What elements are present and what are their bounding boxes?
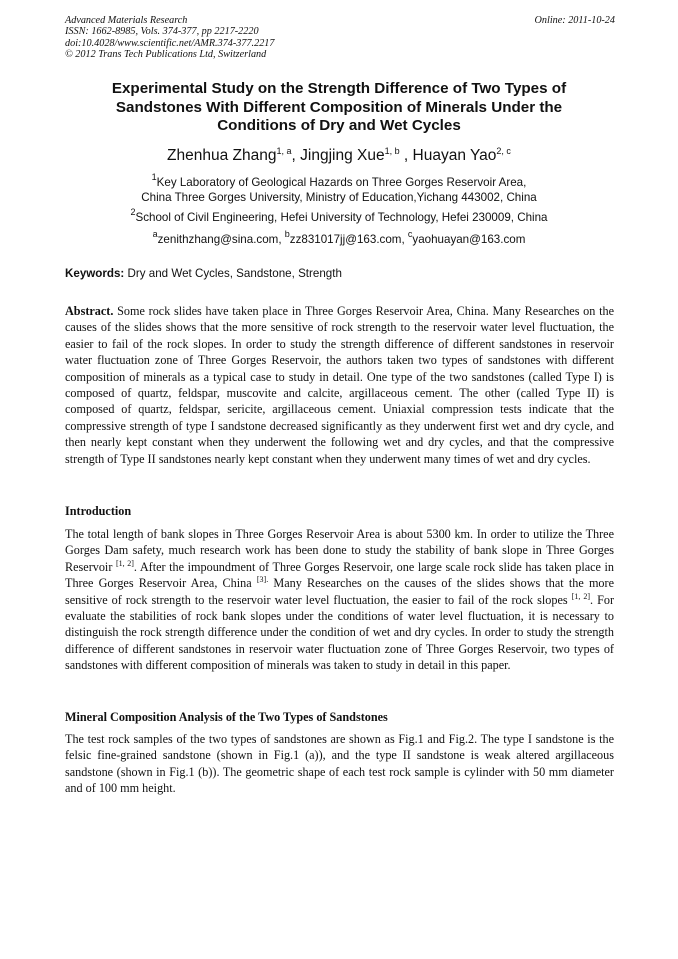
affiliation-mark: 1	[151, 172, 157, 182]
affiliation-line: China Three Gorges University, Ministry of Education,Yichang 443002, China	[141, 191, 537, 204]
doi-line: doi:10.4028/www.scientific.net/AMR.374-377.2217	[65, 37, 275, 49]
title-line: Sandstones With Different Composition of Minerals Under the	[115, 98, 563, 116]
affiliation-1	[40, 172, 638, 205]
author-name: Huayan Yao	[412, 147, 497, 164]
keywords-text: Dry and Wet Cycles, Sandstone, Strength	[127, 267, 342, 280]
mineral-body: The test rock samples of the two types of sandstones are shown as Fig.1 and Fig.2. The type I sandstone is the felsic fine-grained sandstone (shown in Fig.1 (a)), and the type II sandstone is weak altered argillaceous sandstone (shown in Fig.1 (b)). The geometric shape of each test rock sample is cylinder with 50 mm diameter and of 100 mm height.	[65, 732, 614, 796]
intro-text: . After the impoundment of Three Gorges Reservoir, one large scale rock slide has taken place in Three Gorges Reservoir Area, China	[65, 559, 615, 591]
intro-text: . For evaluate the stabilities of rock bank slopes under the conditions of water level fluctuation, it is necessary to distinguish the rock strength difference under the condition of wet and dry cycles. In order to study the strength difference of different sandstones in reservoir water fluctuation zone of Three Gorges Reservoir, two types of sandstones with different composition of minerals was taken to study in detail in this paper.	[65, 592, 615, 673]
introduction-body	[65, 526, 614, 674]
journal-info	[65, 15, 274, 61]
email-address[interactable]: zenithzhang@sina.com	[157, 233, 279, 246]
affiliation-line: Key Laboratory of Geological Hazards on Three Gorges Reservoir Area,	[156, 176, 527, 189]
abstract-label: Abstract.	[65, 304, 114, 318]
keywords-label: Keywords:	[65, 267, 125, 280]
title-line: Conditions of Dry and Wet Cycles	[217, 117, 461, 134]
online-date: Online: 2011-10-24	[534, 15, 615, 26]
author-list: Zhenhua Zhang$^{1, a}$, Jingjing Xue$^{1, b}$ , Huayan Yao$^{2, c}$	[167, 146, 511, 164]
intro-text: The total length of bank slopes in Three Gorges Reservoir Area is about 5300 km. In order to utilize the Three Gorges Dam safety, much research work has been done to study the stability of bank slope in Three Gorges Reservoir	[65, 527, 614, 574]
affiliation-mark: 2	[130, 207, 136, 217]
affiliation-line: School of Civil Engineering, Hefei University of Technology, Hefei 230009, China	[135, 211, 548, 224]
email-mark: c	[407, 229, 413, 239]
author-name: Jingjing Xue	[300, 147, 385, 164]
affiliation-2	[40, 207, 638, 225]
email-mark: a	[152, 229, 158, 239]
author-name: Zhenhua Zhang	[167, 147, 277, 164]
title-line: Experimental Study on the Strength Difference of Two Types of	[111, 80, 567, 97]
abstract-text: Some rock slides have taken place in Three Gorges Reservoir Area, China. Many Researches on the causes of the slides shows that the more sensitive of rock strength to the reservoir water level fluctuation, the easier to fail of the rock slopes. In order to study the strength difference of different sandstones in reservoir water fluctuation zone of Three Gorges Reservoir, the authors taken two types of sandstones with different composition of minerals as a typical case to study in detail. One type of the two sandstones (called Type I) is composed of quartz, feldspar, muscovite and calcite, argillaceous cement. The other (called Type II) is composed of quartz, feldspar, sericite, argillaceous cement. Uniaxial compression tests indicate that the compressive strength of type I sandstone decreased significantly as they underwent first wet and dry cycle, and then nearly kept constant when they underwent the following wet and dry cycles, and that the compressive strength of Type II sandstones nearly kept constant when they underwent many times of wet and dry cycles.	[65, 304, 614, 466]
mineral-heading: Mineral Composition Analysis of the Two Types of Sandstones	[65, 710, 388, 724]
citation: [1, 2]	[116, 558, 134, 568]
email-address[interactable]: zz831017jj@163.com	[289, 233, 402, 246]
copyright-line: © 2012 Trans Tech Publications Ltd, Switzerland	[65, 49, 267, 61]
email-address[interactable]: yaohuayan@163.com	[412, 233, 526, 246]
author-affiliation-mark: 2, c	[496, 146, 511, 156]
issn-line: ISSN: 1662-8985, Vols. 374-377, pp 2217-2220	[65, 26, 259, 38]
citation: [3].	[256, 575, 269, 585]
intro-text: Many Researches on the causes of the slides shows that the more sensitive of rock strength to the reservoir water level fluctuation, the easier to fail of the rock slopes	[65, 576, 614, 607]
author-affiliation-mark: 1, a	[276, 146, 292, 156]
keywords	[65, 267, 342, 280]
journal-name: Advanced Materials Research	[65, 15, 188, 26]
introduction-heading: Introduction	[65, 504, 132, 518]
paper-title	[70, 80, 608, 136]
citation: [1, 2]	[571, 591, 590, 601]
author-affiliation-mark: 1, b	[384, 146, 400, 156]
abstract	[65, 303, 614, 467]
email-mark: b	[284, 229, 290, 239]
email-list: $^a$zenithzhang@sina.com, $^b$zz831017jj@163.com, $^c$yaohuayan@163.com	[152, 229, 526, 246]
